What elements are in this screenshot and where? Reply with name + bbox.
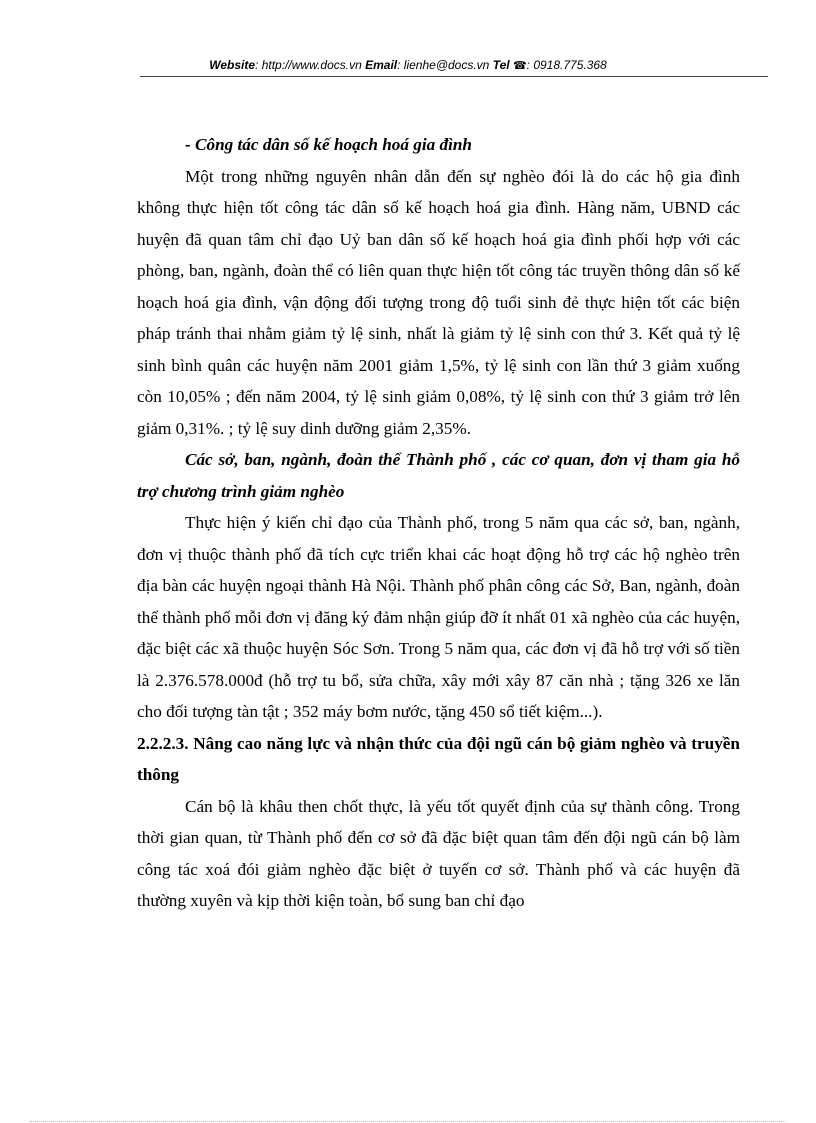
paragraph-population: Một trong những nguyên nhân dẫn đến sự nghèo đói là do các hộ gia đình không thực hiện tốt công tác dân số kế hoạch hoá gia đình. Hàng năm, UBND các huyện đã quan tâm chỉ đạo Uỷ ban dân số kế hoạch hoá gia đình phối hợp với các phòng, ban, ngành, đoàn thể có liên quan thực hiện tốt công tác truyền thông dân số kế hoạch hoá gia đình, vận động đối tượng trong độ tuổi sinh đẻ thực hiện tốt các biện pháp tránh thai nhằm giảm tỷ lệ sinh, nhất là giảm tỷ lệ sinh con thứ 3. Kết quả tỷ lệ sinh bình quân các huyện năm 2001 giảm 1,5%, tỷ lệ sinh con lần thứ 3 giảm xuống còn 10,05% ; đến năm 2004, tỷ lệ sinh giảm 0,08%, tỷ lệ sinh con thứ 3 giảm trở lên giảm 0,31%. ; tỷ lệ suy dinh dưỡng giảm 2,35%. [137,166,740,438]
paragraph-departments: Thực hiện ý kiến chỉ đạo của Thành phố, trong 5 năm qua các sở, ban, ngành, đơn vị thuộc thành phố đã tích cực triển khai các hoạt động hỗ trợ các hộ nghèo trên địa bàn các huyện ngoại thành Hà Nội. Thành phố phân công các Sở, Ban, ngành, đoàn thể thành phố mỗi đơn vị đăng ký đảm nhận giúp đỡ ít nhất 01 xã nghèo của các huyện, đặc biệt các xã thuộc huyện Sóc Sơn. Trong 5 năm qua, các đơn vị đã hỗ trợ với số tiền là 2.376.578.000đ (hỗ trợ tu bổ, sửa chữa, xây mới xây 87 căn nhà ; tặng 326 xe lăn cho đối tượng tàn tật ; 352 máy bơm nước, tặng 450 sổ tiết kiệm...). [137,513,740,721]
header-divider [140,76,768,77]
tel-label: Tel [492,58,510,72]
page-bottom-border [30,1121,786,1122]
website-value: : http://www.docs.vn [255,58,362,72]
tel-value: : 0918.775.368 [526,58,607,72]
section-heading-departments: Các sở, ban, ngành, đoàn thể Thành phố , các cơ quan, đơn vị tham gia hỗ trợ chương trình giảm nghèo [137,450,740,501]
email-label: Email [365,58,398,72]
page-header [0,57,816,74]
section-heading-capacity: 2.2.2.3. Nâng cao năng lực và nhận thức của đội ngũ cán bộ giảm nghèo và truyền thông [137,733,740,784]
document-body [137,129,740,917]
section-heading-population: - Công tác dân số kế hoạch hoá gia đình [185,135,472,154]
phone-icon: ☎ [512,60,527,72]
email-value: : lienhe@docs.vn [397,58,490,72]
paragraph-capacity: Cán bộ là khâu then chốt thực, là yếu tốt quyết định của sự thành công. Trong thời gian quan, từ Thành phố đến cơ sở đã đặc biệt quan tâm đến đội ngũ cán bộ làm công tác xoá đói giảm nghèo đặc biệt ở tuyến cơ sở. Thành phố và các huyện đã thường xuyên và kịp thời kiện toàn, bổ sung ban chỉ đạo [137,796,740,910]
website-label: Website [209,58,256,72]
